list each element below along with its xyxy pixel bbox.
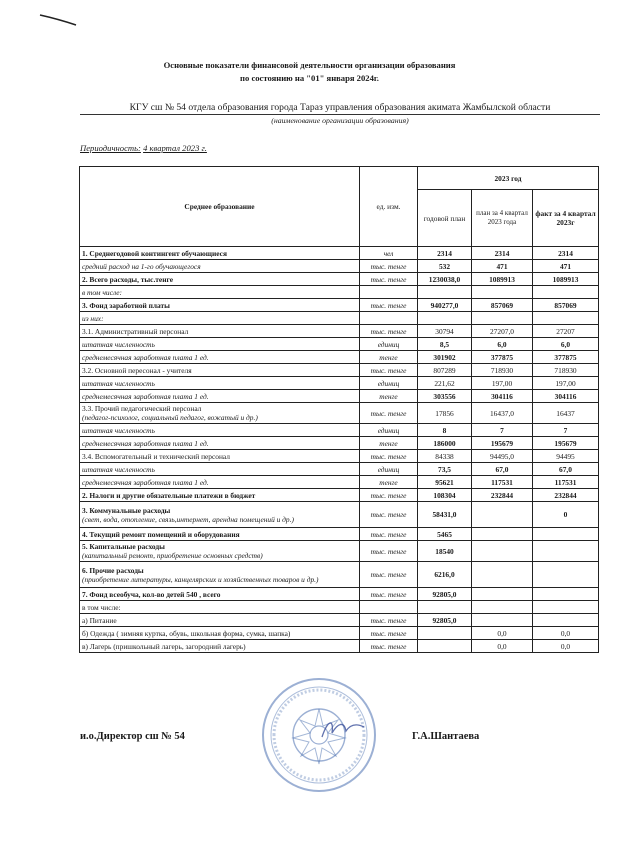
row-value-plan: 58431,0 (418, 502, 472, 528)
row-label-cell (80, 390, 360, 403)
row-value-fact-q4 (533, 562, 599, 588)
row-value-plan-q4: 0,0 (472, 627, 533, 640)
row-label-cell (80, 364, 360, 377)
row-value-fact-q4: 195679 (533, 437, 599, 450)
row-value-plan: 95621 (418, 476, 472, 489)
row-value-plan: 186000 (418, 437, 472, 450)
row-unit (360, 286, 418, 299)
row-unit: тыс. тенге (360, 640, 418, 653)
row-unit: тыс. тенге (360, 273, 418, 286)
row-value-plan-q4: 471 (472, 260, 533, 273)
row-value-plan: 303556 (418, 390, 472, 403)
row-label-cell (80, 437, 360, 450)
row-value-fact-q4: 94495 (533, 450, 599, 463)
row-value-plan-q4: 0,0 (472, 640, 533, 653)
row-label: 3. Коммунальные расходы (82, 505, 171, 515)
row-value-plan-q4 (472, 601, 533, 614)
row-label: 6. Прочие расходы (82, 565, 144, 575)
pen-mark-icon (38, 12, 78, 28)
row-unit: тыс. тенге (360, 502, 418, 528)
row-label: из них: (82, 313, 104, 323)
table-row (80, 437, 599, 450)
row-sublabel: (педагог-психолог, социальный педагог, вожатый и др.) (82, 413, 258, 422)
row-label-cell (80, 562, 360, 588)
row-value-plan-q4: 197,00 (472, 377, 533, 390)
row-sublabel: (приобретение литературы, канцелярских и хозяйственных товаров и др.) (82, 574, 319, 584)
row-sublabel: (капитальный ремонт, приобретение основных средств) (82, 551, 263, 560)
row-value-plan: 301902 (418, 351, 472, 364)
row-value-fact-q4: 0 (533, 502, 599, 528)
row-label-cell (80, 247, 360, 260)
row-unit: тенге (360, 476, 418, 489)
row-label-cell (80, 601, 360, 614)
row-value-plan (418, 601, 472, 614)
table-row (80, 489, 599, 502)
row-unit: тыс. тенге (360, 614, 418, 627)
row-label-cell (80, 260, 360, 273)
row-value-plan: 5465 (418, 528, 472, 541)
row-unit: тенге (360, 351, 418, 364)
row-label: штатная численность (82, 378, 155, 388)
row-label-cell (80, 489, 360, 502)
row-unit: тыс. тенге (360, 528, 418, 541)
table-row (80, 325, 599, 338)
row-label-cell (80, 351, 360, 364)
row-label-cell (80, 541, 360, 562)
row-unit: тыс. тенге (360, 299, 418, 312)
row-value-fact-q4: 232844 (533, 489, 599, 502)
row-unit: тыс. тенге (360, 403, 418, 424)
row-value-fact-q4: 1089913 (533, 273, 599, 286)
row-label: 4. Текущий ремонт помещений и оборудования (82, 529, 240, 539)
row-unit: единиц (360, 463, 418, 476)
row-value-plan: 532 (418, 260, 472, 273)
row-value-plan: 807289 (418, 364, 472, 377)
row-value-plan: 18540 (418, 541, 472, 562)
row-label-cell (80, 325, 360, 338)
row-label-cell (80, 312, 360, 325)
row-value-fact-q4: 857069 (533, 299, 599, 312)
row-unit: тыс. тенге (360, 364, 418, 377)
header-plan: годовой план (418, 190, 472, 247)
table-row (80, 463, 599, 476)
row-unit: единиц (360, 424, 418, 437)
row-label-cell (80, 476, 360, 489)
row-sublabel: (свет, вода, отопление, связь,интернет, арендна помещений и др.) (82, 514, 294, 524)
row-value-plan-q4: 377875 (472, 351, 533, 364)
row-value-plan-q4 (472, 286, 533, 299)
row-label: 3.2. Основной пересонал - учителя (82, 365, 192, 375)
director-name: Г.А.Шантаева (412, 731, 480, 742)
row-value-fact-q4: 0,0 (533, 627, 599, 640)
director-position: и.о.Директор сш № 54 (80, 731, 185, 742)
periodicity-value: 4 квартал 2023 г. (143, 143, 207, 153)
row-label: 1. Среднегодовой контингент обучающиеся (82, 248, 227, 258)
row-value-fact-q4: 377875 (533, 351, 599, 364)
row-value-plan: 1230038,0 (418, 273, 472, 286)
row-value-plan: 8,5 (418, 338, 472, 351)
row-value-plan-q4: 94495,0 (472, 450, 533, 463)
row-unit: тыс. тенге (360, 325, 418, 338)
row-label: штатная численность (82, 464, 155, 474)
document-title-line2: по состоянию на "01" января 2024г. (240, 73, 379, 83)
table-row (80, 541, 599, 562)
table-row (80, 260, 599, 273)
row-value-plan: 92805,0 (418, 588, 472, 601)
row-label-cell (80, 627, 360, 640)
table-row (80, 640, 599, 653)
row-label: 3. Фонд заработной платы (82, 300, 170, 310)
row-unit: единиц (360, 338, 418, 351)
row-value-plan: 17856 (418, 403, 472, 424)
row-value-fact-q4 (533, 286, 599, 299)
header-year: 2023 год (418, 167, 599, 190)
row-value-plan-q4: 232844 (472, 489, 533, 502)
row-label-cell (80, 502, 360, 528)
row-value-fact-q4: 7 (533, 424, 599, 437)
table-row (80, 364, 599, 377)
table-row (80, 286, 599, 299)
row-value-plan: 6216,0 (418, 562, 472, 588)
table-row (80, 450, 599, 463)
table-row (80, 273, 599, 286)
row-value-fact-q4 (533, 588, 599, 601)
row-value-plan-q4: 6,0 (472, 338, 533, 351)
row-value-fact-q4: 197,00 (533, 377, 599, 390)
row-value-plan-q4 (472, 528, 533, 541)
row-unit: тыс. тенге (360, 562, 418, 588)
row-label: штатная численность (82, 339, 155, 349)
row-label: среднемесячная заработная плата 1 ед. (82, 352, 209, 362)
row-value-fact-q4: 2314 (533, 247, 599, 260)
row-label: в) Лагерь (пришкольный лагерь, загородний лагерь) (82, 641, 246, 651)
row-value-plan: 2314 (418, 247, 472, 260)
table-row (80, 627, 599, 640)
table-row (80, 424, 599, 437)
row-unit: тыс. тенге (360, 541, 418, 562)
table-row (80, 476, 599, 489)
organization-note: (наименование организации образования) (271, 116, 409, 125)
organization-underline (80, 114, 600, 115)
row-value-fact-q4: 67,0 (533, 463, 599, 476)
row-value-plan: 84338 (418, 450, 472, 463)
row-value-plan-q4 (472, 541, 533, 562)
row-label: 3.1. Административный персонал (82, 326, 189, 336)
financial-indicators-table (79, 166, 599, 653)
header-unit: ед. изм. (360, 167, 418, 247)
periodicity (80, 143, 207, 153)
row-value-fact-q4: 117531 (533, 476, 599, 489)
row-label: 3.3. Прочий педагогический персонал (82, 404, 202, 413)
row-label: 7. Фонд всеобуча, кол-во детей 540 , всего (82, 589, 221, 599)
table-row (80, 312, 599, 325)
table-row (80, 390, 599, 403)
row-value-fact-q4 (533, 601, 599, 614)
row-value-plan: 8 (418, 424, 472, 437)
row-value-plan-q4 (472, 312, 533, 325)
row-value-plan-q4: 195679 (472, 437, 533, 450)
row-label: 2. Налоги и другие обязательные платежи в бюджет (82, 490, 256, 500)
row-label-cell (80, 614, 360, 627)
header-plan-q4: план за 4 квартал 2023 года (472, 190, 533, 247)
row-label-cell (80, 403, 360, 424)
header-name: Среднее образование (80, 167, 360, 247)
row-label-cell (80, 273, 360, 286)
row-value-plan-q4: 304116 (472, 390, 533, 403)
table-row (80, 502, 599, 528)
table-row (80, 338, 599, 351)
organization-name: КГУ сш № 54 отдела образования города Тараз управления образования акимата Жамбылской области (129, 102, 551, 113)
table-row (80, 562, 599, 588)
row-value-fact-q4: 718930 (533, 364, 599, 377)
row-value-plan-q4: 67,0 (472, 463, 533, 476)
table-row (80, 528, 599, 541)
row-label-cell (80, 588, 360, 601)
row-label-cell (80, 424, 360, 437)
row-value-plan-q4: 1089913 (472, 273, 533, 286)
row-value-plan (418, 627, 472, 640)
row-label-cell (80, 286, 360, 299)
row-value-plan-q4 (472, 562, 533, 588)
row-unit: тыс. тенге (360, 260, 418, 273)
row-unit: тенге (360, 437, 418, 450)
table-row (80, 614, 599, 627)
table-row (80, 299, 599, 312)
row-label: среднемесячная заработная плата 1 ед. (82, 477, 209, 487)
row-label-cell (80, 338, 360, 351)
row-label-cell (80, 299, 360, 312)
row-unit: тыс. тенге (360, 588, 418, 601)
row-label: в том числе: (82, 287, 123, 297)
row-unit (360, 312, 418, 325)
row-value-fact-q4 (533, 614, 599, 627)
row-value-plan-q4: 117531 (472, 476, 533, 489)
row-label: среднемесячная заработная плата 1 ед. (82, 391, 209, 401)
table-row (80, 588, 599, 601)
row-value-fact-q4: 16437 (533, 403, 599, 424)
row-value-plan: 73,5 (418, 463, 472, 476)
row-value-plan-q4 (472, 502, 533, 528)
row-unit: тыс. тенге (360, 450, 418, 463)
row-value-plan: 92805,0 (418, 614, 472, 627)
row-value-plan-q4: 16437,0 (472, 403, 533, 424)
row-unit: единиц (360, 377, 418, 390)
row-label: средний расход на 1-го обучающегося (82, 261, 201, 271)
row-value-fact-q4 (533, 312, 599, 325)
row-value-fact-q4: 6,0 (533, 338, 599, 351)
table-row (80, 601, 599, 614)
periodicity-label: Периодичность: (80, 143, 141, 153)
row-label-cell (80, 640, 360, 653)
row-value-plan (418, 640, 472, 653)
row-label-cell (80, 450, 360, 463)
row-value-fact-q4: 471 (533, 260, 599, 273)
row-value-fact-q4: 0,0 (533, 640, 599, 653)
row-value-plan: 108304 (418, 489, 472, 502)
table-row (80, 351, 599, 364)
row-value-plan: 30794 (418, 325, 472, 338)
row-label: в том числе: (82, 602, 121, 612)
document-title-line1: Основные показатели финансовой деятельности организации образования (163, 60, 456, 70)
row-label-cell (80, 377, 360, 390)
row-value-plan: 221,62 (418, 377, 472, 390)
header-fact-q4: факт за 4 квартал 2023г (533, 190, 599, 247)
row-label: штатная численность (82, 425, 155, 435)
row-value-plan (418, 286, 472, 299)
row-value-fact-q4 (533, 541, 599, 562)
row-label: среднемесячная заработная плата 1 ед. (82, 438, 209, 448)
row-unit: чел (360, 247, 418, 260)
row-value-fact-q4: 27207 (533, 325, 599, 338)
table-row (80, 247, 599, 260)
row-value-plan: 940277,0 (418, 299, 472, 312)
row-value-fact-q4 (533, 528, 599, 541)
row-value-plan-q4: 2314 (472, 247, 533, 260)
table-row (80, 377, 599, 390)
row-label: б) Одежда ( зимняя куртка, обувь, школьная форма, сумка, шапка) (82, 628, 291, 638)
row-value-plan-q4: 857069 (472, 299, 533, 312)
row-unit: тыс. тенге (360, 627, 418, 640)
row-unit: тыс. тенге (360, 489, 418, 502)
row-value-fact-q4: 304116 (533, 390, 599, 403)
row-label-cell (80, 463, 360, 476)
row-value-plan-q4: 7 (472, 424, 533, 437)
row-label: 2. Всего расходы, тыс.тенге (82, 274, 174, 284)
row-value-plan-q4 (472, 588, 533, 601)
row-value-plan-q4: 27207,0 (472, 325, 533, 338)
row-label-cell (80, 528, 360, 541)
table-row (80, 403, 599, 424)
signature-mark-icon (318, 717, 368, 743)
row-value-plan-q4 (472, 614, 533, 627)
row-label: 3.4. Вспомогательный и технический персонал (82, 451, 230, 461)
row-unit (360, 601, 418, 614)
row-label: а) Питание (82, 615, 117, 625)
row-label: 5. Капитальные расходы (82, 542, 165, 551)
row-value-plan (418, 312, 472, 325)
row-unit: тенге (360, 390, 418, 403)
row-value-plan-q4: 718930 (472, 364, 533, 377)
